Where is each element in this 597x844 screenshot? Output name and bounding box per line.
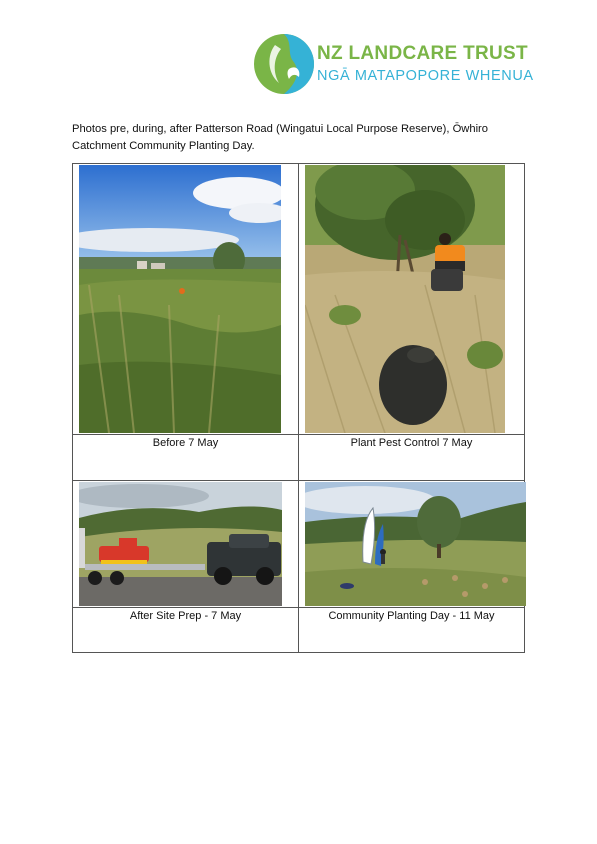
logo-subtitle: NGĀ MATAPOPORE WHENUA: [317, 68, 534, 84]
community-planting-day-photo: [305, 482, 526, 606]
photo-row: [73, 164, 525, 435]
intro-text: Photos pre, during, after Patterson Road (Wingatui Local Purpose Reserve), Ōwhiro Catchment Community Planting Day.: [72, 123, 489, 152]
caption-after-site-prep: After Site Prep - 7 May: [73, 608, 299, 653]
caption-row: [73, 608, 525, 653]
photo-table: [72, 163, 525, 653]
caption-plant-pest-control: Plant Pest Control 7 May: [299, 435, 525, 481]
before-photo: [79, 165, 281, 433]
photo-cell: [299, 164, 525, 435]
photo-cell: [299, 481, 525, 608]
photo-cell: [73, 481, 299, 608]
caption-community-planting-day: Community Planting Day - 11 May: [299, 608, 525, 653]
photo-row: [73, 481, 525, 608]
logo-title: NZ LANDCARE TRUST: [317, 43, 528, 64]
after-site-prep-photo: [79, 482, 282, 606]
caption-row: [73, 435, 525, 481]
photo-cell: [73, 164, 299, 435]
caption-before: Before 7 May: [73, 435, 299, 481]
landcare-emblem-icon: [253, 33, 315, 95]
plant-pest-control-photo: [305, 165, 505, 433]
nz-landcare-trust-logo: [253, 33, 543, 99]
